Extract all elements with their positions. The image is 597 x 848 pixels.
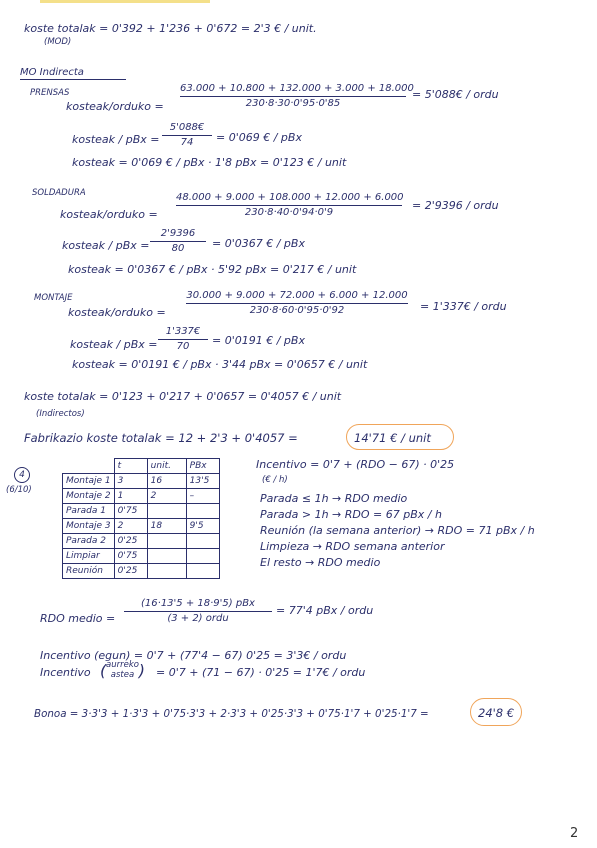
bonoa-highlight (470, 698, 522, 726)
table-cell: Reunión (63, 564, 115, 579)
table-cell (147, 504, 186, 519)
incentivo-rule: Parada ≤ 1h → RDO medio (260, 492, 408, 505)
montaje-l1-fraction (186, 290, 408, 317)
table-cell: Limpiar (63, 549, 115, 564)
fraction-bar (150, 241, 206, 242)
table-cell: Montaje 2 (63, 489, 115, 504)
table-cell (147, 549, 186, 564)
table-cell: 16 (147, 474, 186, 489)
table-header-cell: PBx (186, 459, 219, 474)
top-edge-mark (40, 0, 210, 3)
fraction-bar (124, 611, 272, 612)
mod-total-line (24, 22, 317, 35)
soldadura-l2-den: 80 (171, 243, 185, 254)
incentivo-astea-bot: astea (110, 670, 135, 680)
incentivo-astea-post: = 0'7 + (71 − 67) · 0'25 = 1'7€ / ordu (156, 666, 366, 679)
bonoa-line: Bonoa = 3·3'3 + 1·3'3 + 0'75·3'3 + 2·3'3 + 0'25·3'3 + 0'75·1'7 + 0'25·1'7 = (34, 708, 429, 720)
fraction-bar (176, 205, 402, 206)
prensas-l2-fraction (162, 122, 212, 149)
soldadura-l3: kosteak = 0'0367 € / pBx · 5'92 pBx = 0'217 € / unit (68, 263, 357, 276)
montaje-l1-den: 230·8·60·0'95·0'92 (249, 305, 345, 316)
q4-number: 4 (19, 470, 25, 480)
incentivo-egun: Incentivo (egun) = 0'7 + (77'4 − 67) 0'25 = 3'3€ / ordu (40, 649, 347, 662)
table-row (63, 504, 220, 519)
table-row (63, 534, 220, 549)
soldadura-l1-num: 48.000 + 9.000 + 108.000 + 12.000 + 6.000 (176, 192, 404, 203)
table-cell (186, 534, 219, 549)
prensas-l1-rhs: = 5'088€ / ordu (412, 88, 499, 101)
prensas-l1-lhs: kosteak/orduko = (66, 100, 164, 113)
rdo-lhs: RDO medio = (40, 612, 116, 625)
montaje-title: MONTAJE (34, 293, 73, 303)
soldadura-l1-den: 230·8·40·0'94·0'9 (244, 207, 334, 218)
table-cell: 0'25 (114, 564, 147, 579)
table-cell: 2 (147, 489, 186, 504)
fraction-bar (186, 303, 408, 304)
montaje-l2-num: 1'337€ (165, 326, 201, 337)
table-header-cell (63, 459, 115, 474)
montaje-l3: kosteak = 0'0191 € / pBx · 3'44 pBx = 0'0657 € / unit (72, 358, 368, 371)
table-cell: 2 (114, 519, 147, 534)
soldadura-l2-rhs: = 0'0367 € / pBx (212, 237, 305, 250)
mod-total-lhs: koste totalak (24, 22, 96, 35)
incentivo-astea-stack (100, 660, 145, 680)
table-cell: Montaje 3 (63, 519, 115, 534)
incentivo-astea-pre: Incentivo (40, 666, 91, 679)
table-cell (186, 564, 219, 579)
prensas-l2-num: 5'088€ (169, 122, 205, 133)
soldadura-l2-num: 2'9396 (160, 228, 196, 239)
table-cell: 0'75 (114, 549, 147, 564)
q4-score: (6/10) (6, 485, 32, 495)
table-row (63, 474, 220, 489)
montaje-l2-den: 70 (176, 341, 190, 352)
prensas-l2-rhs: = 0'069 € / pBx (216, 131, 302, 144)
incentivo-astea-top: aurreko (106, 660, 139, 670)
soldadura-l2-lhs: kosteak / pBx = (62, 239, 150, 252)
soldadura-title: SOLDADURA (32, 188, 86, 198)
page-number: 2 (570, 826, 579, 841)
incentivo-rule: El resto → RDO medio (260, 556, 381, 569)
table-header-cell: t (114, 459, 147, 474)
prensas-l1-den: 230·8·30·0'95·0'85 (245, 98, 341, 109)
fabrikazio-result: 14'71 € / unit (354, 431, 431, 445)
prensas-l1-num: 63.000 + 10.800 + 132.000 + 3.000 + 18.000 (180, 83, 414, 94)
rdo-rhs: = 77'4 pBx / ordu (276, 604, 374, 617)
table-cell: Parada 1 (63, 504, 115, 519)
table-row (63, 489, 220, 504)
time-table (62, 458, 220, 579)
fabrikazio-line: Fabrikazio koste totalak = 12 + 2'3 + 0'4057 = (24, 431, 298, 445)
soldadura-l2-fraction (150, 228, 206, 255)
q4-circle (14, 467, 30, 483)
table-cell: Parada 2 (63, 534, 115, 549)
table-cell: 18 (147, 519, 186, 534)
rdo-num: (16·13'5 + 18·9'5) pBx (141, 598, 255, 609)
incentivo-formula: Incentivo = 0'7 + (RDO − 67) · 0'25 (256, 458, 455, 471)
incentivo-rule: Limpieza → RDO semana anterior (260, 540, 445, 553)
fraction-bar (158, 339, 208, 340)
table-cell (147, 564, 186, 579)
montaje-l1-lhs: kosteak/orduko = (68, 306, 166, 319)
soldadura-l1-fraction (176, 192, 402, 219)
table-cell: 3 (114, 474, 147, 489)
table-row (63, 564, 220, 579)
table-cell: 0'75 (114, 504, 147, 519)
mod-total-rhs: = 0'392 + 1'236 + 0'672 = 2'3 € / unit. (99, 22, 317, 35)
table-row (63, 519, 220, 534)
table-cell: 9'5 (186, 519, 219, 534)
bonoa-result: 24'8 € (478, 706, 515, 720)
montaje-l1-num: 30.000 + 9.000 + 72.000 + 6.000 + 12.000 (186, 290, 408, 301)
prensas-l2-lhs: kosteak / pBx = (72, 133, 160, 146)
table-cell: Montaje 1 (63, 474, 115, 489)
table-cell: – (186, 489, 219, 504)
table-cell (186, 549, 219, 564)
table-cell: 1 (114, 489, 147, 504)
table-header-row (63, 459, 220, 474)
paren-close: ) (138, 661, 145, 680)
incentivo-unit: (€ / h) (262, 475, 288, 485)
table-cell (147, 534, 186, 549)
prensas-l3: kosteak = 0'069 € / pBx · 1'8 pBx = 0'123 € / unit (72, 156, 347, 169)
prensas-title: PRENSAS (30, 88, 70, 98)
fraction-bar (180, 96, 406, 97)
prensas-l2-den: 74 (180, 137, 194, 148)
mod-sub: (MOD) (44, 37, 72, 47)
rdo-den: (3 + 2) ordu (167, 613, 229, 624)
moi-title: MO Indirecta (20, 67, 84, 78)
rdo-fraction (124, 598, 272, 625)
incentivo-rule: Parada > 1h → RDO = 67 pBx / h (260, 508, 442, 521)
montaje-l2-lhs: kosteak / pBx = (70, 338, 158, 351)
soldadura-l1-lhs: kosteak/orduko = (60, 208, 158, 221)
prensas-l1-fraction (180, 83, 414, 110)
montaje-l2-rhs: = 0'0191 € / pBx (212, 334, 305, 347)
table-header-cell: unit. (147, 459, 186, 474)
table-row (63, 549, 220, 564)
fraction-bar (162, 135, 212, 136)
incentivo-rule: Reunión (la semana anterior) → RDO = 71 pBx / h (260, 524, 535, 537)
paren-open: ( (100, 661, 107, 680)
moi-title-underline (20, 79, 126, 80)
montaje-l2-fraction (158, 326, 208, 353)
montaje-l1-rhs: = 1'337€ / ordu (420, 300, 507, 313)
table-cell: 13'5 (186, 474, 219, 489)
fabrikazio-highlight (346, 424, 454, 450)
table-cell: 0'25 (114, 534, 147, 549)
indirect-sub: (Indirectos) (36, 409, 85, 419)
table-cell (186, 504, 219, 519)
soldadura-l1-rhs: = 2'9396 / ordu (412, 199, 499, 212)
indirect-total: koste totalak = 0'123 + 0'217 + 0'0657 = 0'4057 € / unit (24, 390, 342, 403)
